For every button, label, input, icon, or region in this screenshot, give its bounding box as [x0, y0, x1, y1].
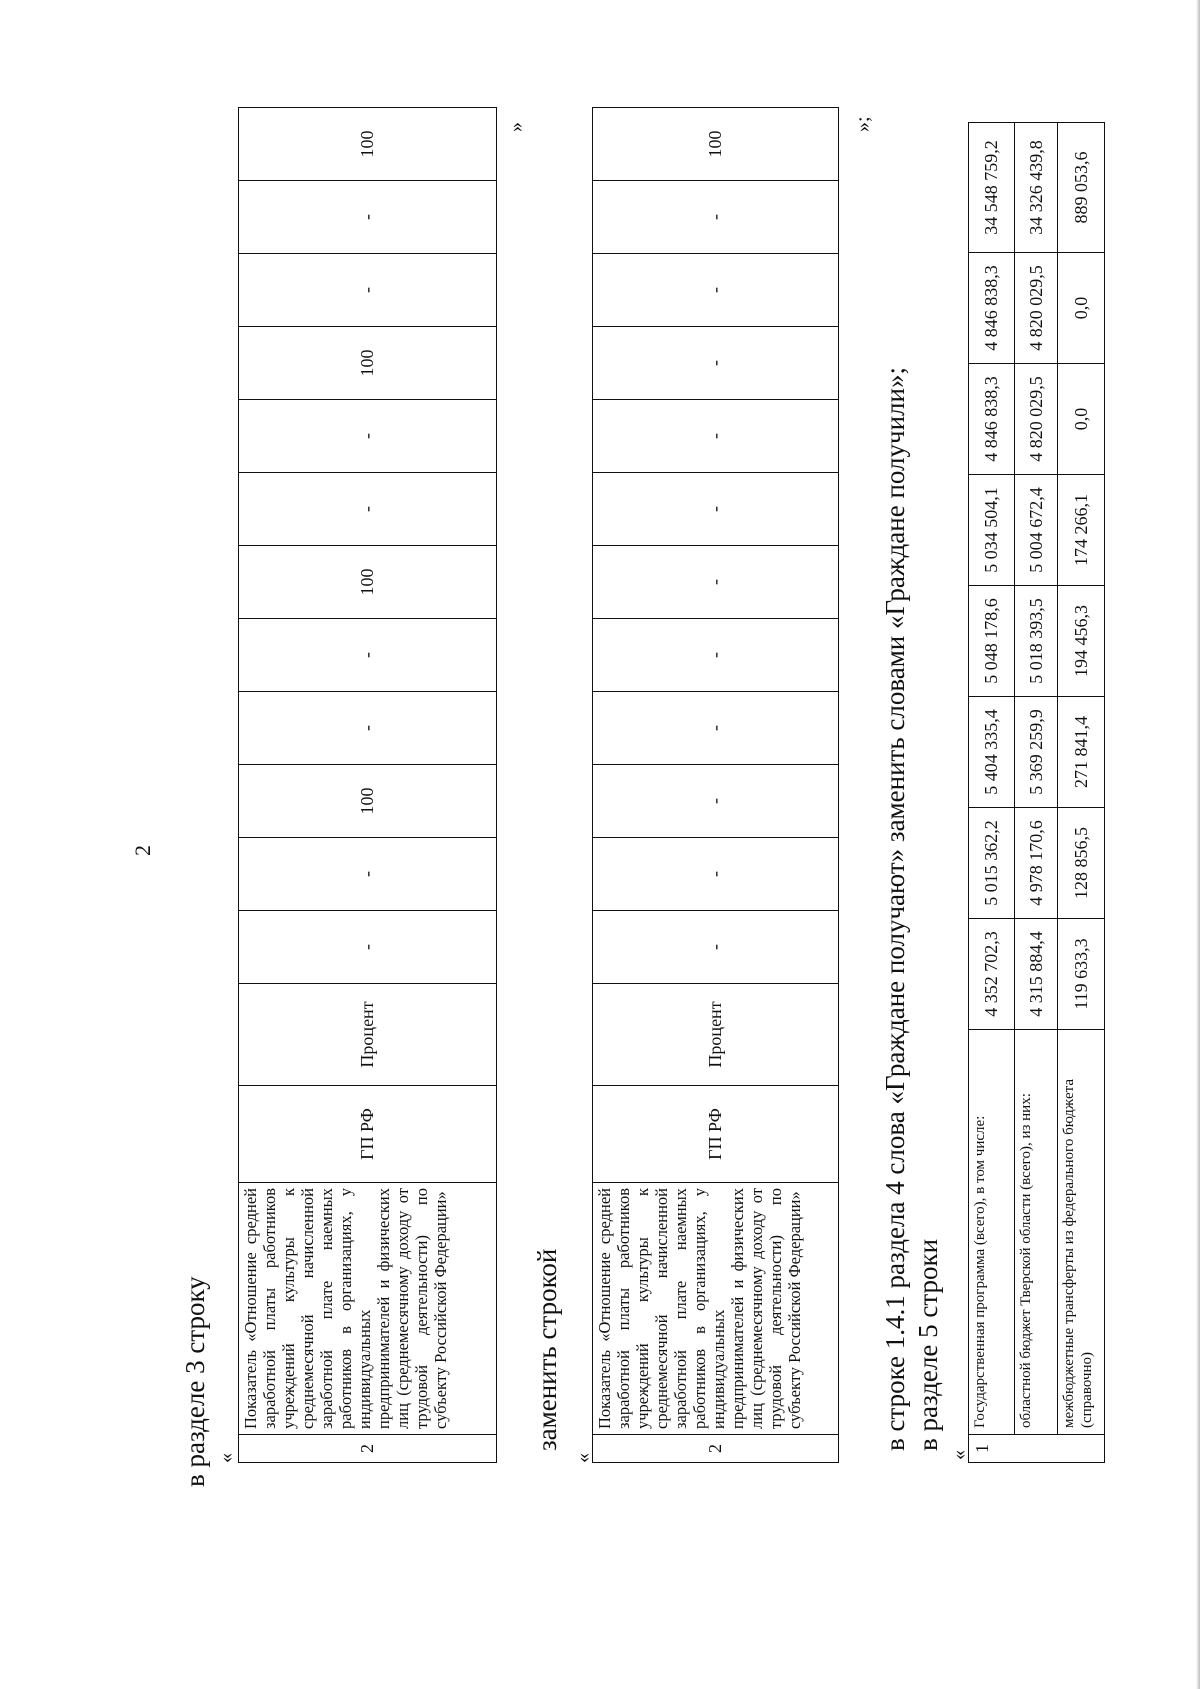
table-row [969, 123, 1015, 1463]
value-cell: - [593, 911, 839, 984]
value-cell: - [239, 473, 497, 546]
section2-open-quote: « [572, 1453, 594, 1463]
indicator-source: ГП РФ [593, 1086, 839, 1183]
row-number: 2 [593, 1435, 839, 1463]
indicator-source: ГП РФ [239, 1086, 497, 1183]
value-cell: 4 846 838,3 [969, 253, 1015, 364]
section1-heading: в разделе 3 строку [180, 1276, 210, 1487]
value-cell: 4 820 029,5 [1015, 364, 1058, 475]
value-cell: 271 841,4 [1058, 697, 1105, 808]
section2-heading: заменить строкой [532, 1248, 562, 1451]
row-number: 1 [969, 1435, 1105, 1463]
value-cell: - [239, 181, 497, 254]
value-cell: 5 404 335,4 [969, 697, 1015, 808]
row-name: Государственная программа (всего), в том числе: [969, 1030, 1015, 1435]
table-row [239, 108, 497, 1463]
row-number: 2 [239, 1435, 497, 1463]
row-name: областной бюджет Тверской области (всего), из них: [1015, 1030, 1058, 1435]
value-cell: - [593, 619, 839, 692]
value-cell: 889 053,6 [1058, 123, 1105, 253]
section3-open-quote: « [948, 1450, 970, 1460]
value-cell: - [593, 692, 839, 765]
table-row [1058, 123, 1105, 1463]
table-row [1015, 123, 1058, 1463]
value-cell: - [593, 254, 839, 327]
value-cell: 34 548 759,2 [969, 123, 1015, 253]
value-cell: 5 034 504,1 [969, 475, 1015, 586]
section2-close-quote: »; [852, 116, 874, 132]
value-cell: 100 [239, 108, 497, 181]
table-row [593, 108, 839, 1463]
value-cell: - [593, 327, 839, 400]
value-cell: - [593, 181, 839, 254]
financing-table [968, 122, 1105, 1463]
row-name: межбюджетные трансферты из федерального бюджета (справочно) [1058, 1030, 1105, 1435]
value-cell: 0,0 [1058, 364, 1105, 475]
value-cell: 5 048 178,6 [969, 586, 1015, 697]
value-cell: 119 633,3 [1058, 919, 1105, 1030]
value-cell: - [593, 765, 839, 838]
value-cell: 128 856,5 [1058, 808, 1105, 919]
value-cell: - [239, 400, 497, 473]
indicator-description: Показатель «Отношение средней заработной платы работников учреждений культуры к среднемесячной начисленной заработной плате наемных работников в организациях, у индивидуальных предпринимателей и физических лиц (среднемесячному доходу от трудовой деятельности) по субъекту Российской Федерации» [593, 1183, 839, 1435]
section1-close-quote: » [505, 122, 527, 132]
value-cell: 100 [239, 765, 497, 838]
value-cell: 5 004 672,4 [1015, 475, 1058, 586]
indicator-unit: Процент [239, 984, 497, 1086]
value-cell: - [593, 546, 839, 619]
value-cell: 194 456,3 [1058, 586, 1105, 697]
value-cell: - [593, 838, 839, 911]
value-cell: - [239, 619, 497, 692]
section3-line1: в строке 1.4.1 раздела 4 слова «Граждане получают» заменить словами «Граждане получили»; [880, 367, 910, 1451]
value-cell: - [239, 254, 497, 327]
indicator-table-original [238, 107, 497, 1463]
value-cell: 100 [239, 546, 497, 619]
value-cell: - [239, 692, 497, 765]
value-cell: - [239, 838, 497, 911]
indicator-description: Показатель «Отношение средней заработной платы работников учреждений культуры к среднемесячной начисленной заработной плате наемных работников в организациях, у индивидуальных предпринимателей и физических лиц (среднемесячному доходу от трудовой деятельности) по субъекту Российской Федерации» [239, 1183, 497, 1435]
section1-open-quote: « [215, 1453, 237, 1463]
value-cell: 5 015 362,2 [969, 808, 1015, 919]
value-cell: 4 820 029,5 [1015, 253, 1058, 364]
value-cell: 0,0 [1058, 253, 1105, 364]
value-cell: 4 315 884,4 [1015, 919, 1058, 1030]
value-cell: 34 326 439,8 [1015, 123, 1058, 253]
value-cell: 5 369 259,9 [1015, 697, 1058, 808]
indicator-table-replacement [592, 107, 839, 1463]
page-number: 2 [130, 845, 155, 856]
section3-line2: в разделе 5 строки [913, 1238, 943, 1451]
value-cell: 100 [239, 327, 497, 400]
value-cell: 4 846 838,3 [969, 364, 1015, 475]
value-cell: 4 352 702,3 [969, 919, 1015, 1030]
value-cell: 4 978 170,6 [1015, 808, 1058, 919]
value-cell: 100 [593, 108, 839, 181]
value-cell: - [239, 911, 497, 984]
value-cell: 174 266,1 [1058, 475, 1105, 586]
indicator-unit: Процент [593, 984, 839, 1086]
value-cell: - [593, 400, 839, 473]
value-cell: 5 018 393,5 [1015, 586, 1058, 697]
value-cell: - [593, 473, 839, 546]
